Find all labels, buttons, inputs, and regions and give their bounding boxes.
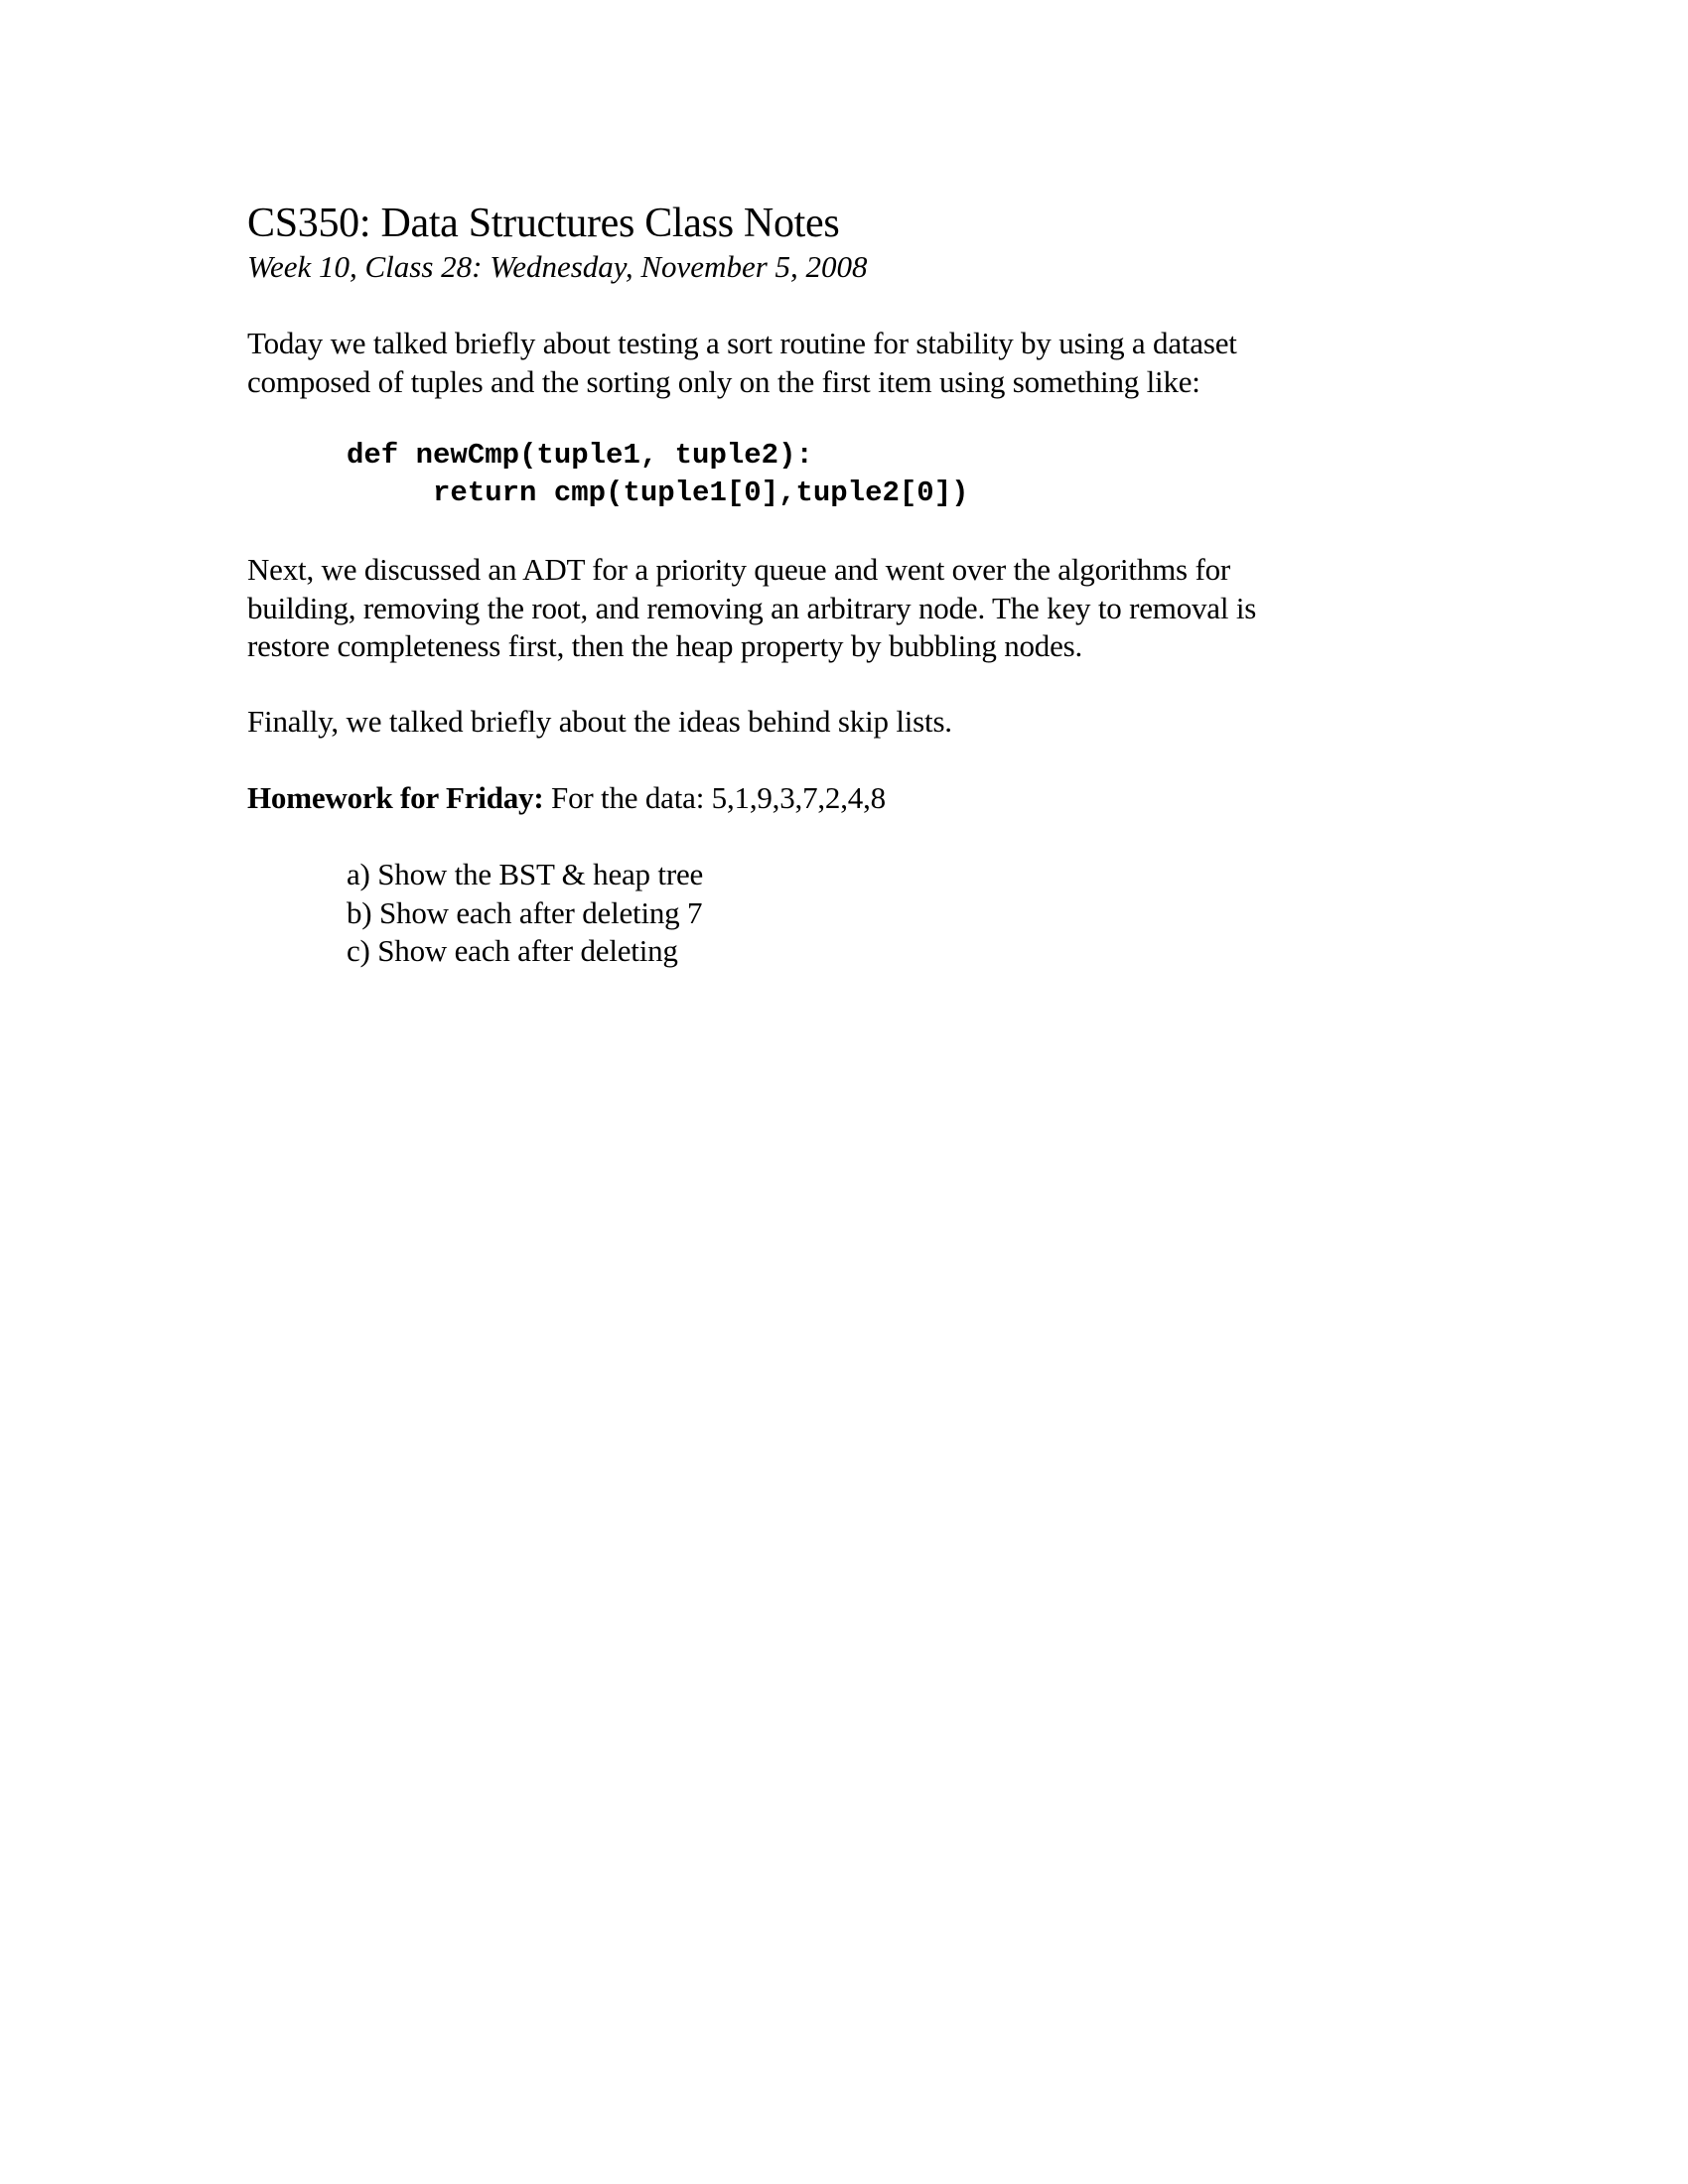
paragraph-line: Finally, we talked briefly about the ideas behind skip lists. — [247, 704, 952, 739]
skip-lists-paragraph — [247, 703, 952, 742]
paragraph-line: building, removing the root, and removing an arbitrary node. The key to removal is — [247, 590, 1257, 625]
code-line: def newCmp(tuple1, tuple2): — [347, 439, 813, 472]
code-line: return cmp(tuple1[0],tuple2[0]) — [347, 477, 969, 509]
paragraph-line: composed of tuples and the sorting only on the first item using something like: — [247, 363, 1200, 399]
page-title: CS350: Data Structures Class Notes — [247, 201, 840, 246]
homework-data: For the data: 5,1,9,3,7,2,4,8 — [543, 780, 886, 815]
homework-item: a) Show the BST & heap tree — [347, 857, 704, 891]
paragraph-line: Today we talked briefly about testing a sort routine for stability by using a dataset — [247, 326, 1237, 360]
code-block — [347, 437, 969, 512]
intro-paragraph — [247, 325, 1237, 401]
homework-label: Homework for Friday: — [247, 780, 544, 815]
class-date-subtitle: Week 10, Class 28: Wednesday, November 5, 2008 — [247, 249, 868, 284]
paragraph-line: Next, we discussed an ADT for a priority queue and went over the algorithms for — [247, 552, 1231, 587]
homework-list — [347, 856, 703, 971]
paragraph-line: restore completeness first, then the heap property by bubbling nodes. — [247, 628, 1083, 663]
priority-queue-paragraph — [247, 551, 1256, 666]
homework-heading — [247, 779, 886, 817]
homework-item: c) Show each after deleting — [347, 933, 678, 968]
homework-item: b) Show each after deleting 7 — [347, 894, 703, 930]
